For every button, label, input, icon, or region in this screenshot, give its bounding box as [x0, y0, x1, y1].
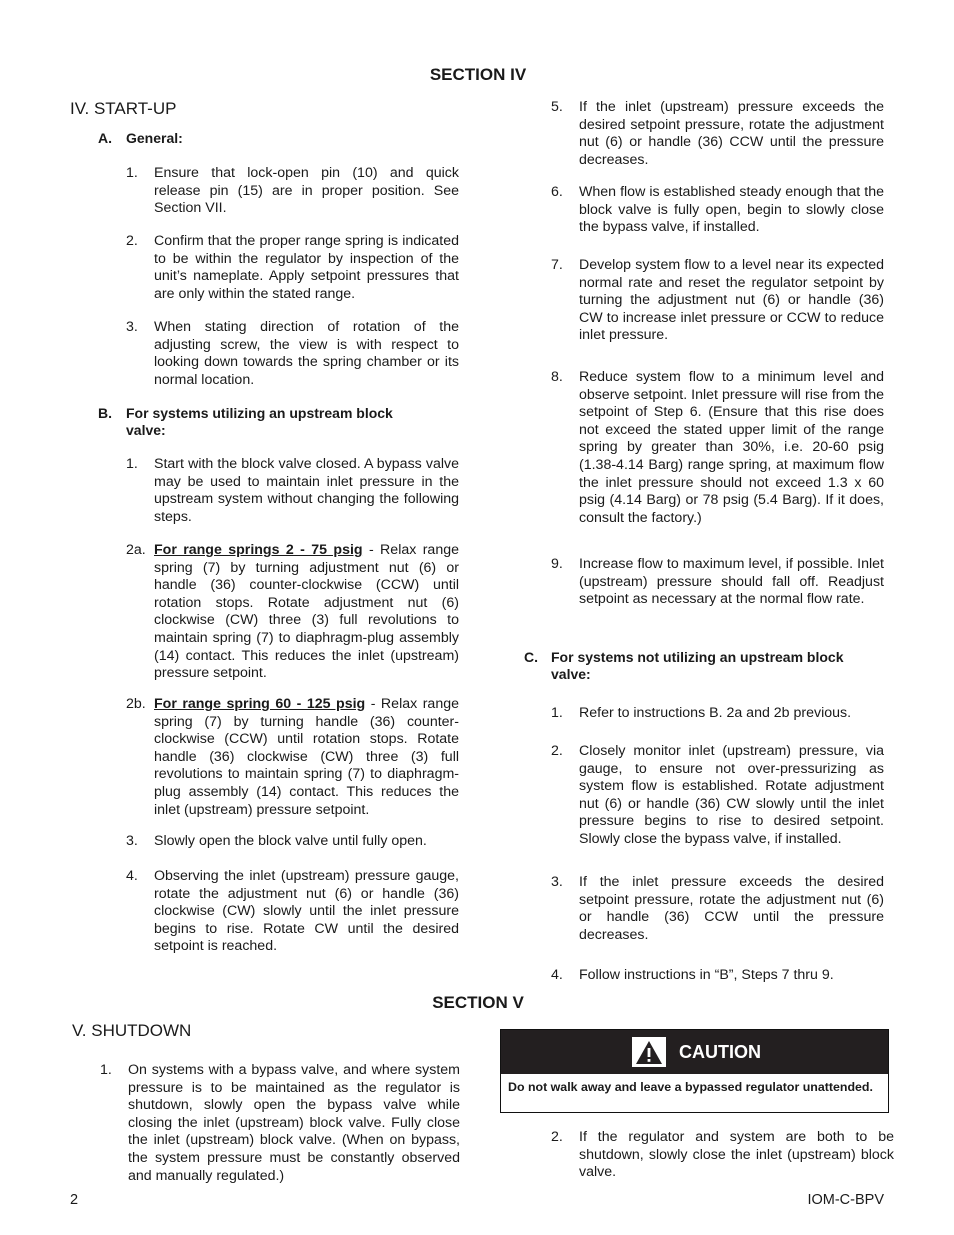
item-number: 3. — [551, 874, 563, 890]
item-text: Slowly open the block valve until fully open. — [154, 833, 427, 849]
item-text: Confirm that the proper range spring is indicated to be within the regulator by inspection of the unit’s nameplate. Apply setpoint pressures that are only within the stated range. — [154, 233, 459, 302]
subsection-b-title: For systems utilizing an upstream block valve: — [126, 405, 393, 438]
item-number: 5. — [551, 99, 563, 115]
subsection-b-label: B. — [98, 405, 112, 421]
item-text: - Relax range spring (7) by turning adjustment nut (6) or handle (36) counter-clockwise (CCW) until rotation stops. Rotate adjustment nut (6) clockwise (CW) three (3) full revolutions to maintain spring (7) to diaphragm-plug assembly (14) contact. This reduces the inlet (upstream) pressure setpoint. — [154, 542, 459, 682]
subsection-c-title: For systems not utilizing an upstream block valve: — [551, 649, 844, 682]
item-number: 1. — [126, 165, 138, 181]
item-text: Observing the inlet (upstream) pressure gauge, rotate the adjustment nut (6) or handle (36) clockwise (CW) slowly until the inlet pressure begins to rise. Rotate CW until the desired setpoint is reached. — [154, 868, 459, 955]
item-text: If the inlet pressure exceeds the desired setpoint pressure, rotate the adjustment nut (6) or handle (36) CCW until the pressure decreases. — [579, 874, 884, 943]
warning-icon-badge — [632, 1037, 666, 1067]
subsection-a-title: General: — [126, 130, 183, 146]
subsection-c-label: C. — [524, 649, 538, 665]
item-number: 1. — [126, 456, 138, 472]
item-text: Follow instructions in “B”, Steps 7 thru 9. — [579, 967, 834, 983]
item-text: Refer to instructions B. 2a and 2b previous. — [579, 705, 852, 721]
item-text: When flow is established steady enough that the block valve is fully open, begin to slowly close the bypass valve, if installed. — [579, 184, 884, 236]
item-number: 1. — [551, 705, 563, 721]
startup-heading: IV. START-UP — [70, 99, 177, 118]
item-text: Develop system flow to a level near its expected normal rate and reset the regulator setpoint by turning the adjustment nut (6) or handle (36) CW to increase inlet pressure or CCW to reduce inlet pressure. — [579, 257, 884, 344]
item-text: Reduce system flow to a minimum level and observe setpoint. Inlet pressure will rise from the setpoint of Step 6. (Ensure that this rise does not exceed the stated upper limit of the range spring by greater than 30%, i.e. 20-60 psig (1.38-4.14 Barg) range spring, at maximum flow the inlet pressure should not exceed 1.3 x 60 psig (4.14 Barg) or 78 psig (5.4 Barg). If it does, consult the factory.) — [579, 369, 884, 526]
section-iv-title: SECTION IV — [429, 65, 527, 84]
item-number: 2. — [126, 233, 138, 249]
item-number: 9. — [551, 556, 563, 572]
subsection-a-label: A. — [98, 130, 112, 146]
item-text: - Relax range spring (7) by turning handle (36) counter-clockwise (CCW) until rotation stops. Rotate handle (36) clockwise (CW) three (3) full revolutions to maintain spring (7) to diaphragm-plug assembly (14) contact. This reduces the inlet (upstream) pressure setpoint. — [154, 696, 459, 818]
item-number: 2a. — [126, 542, 146, 558]
caution-text: Do not walk away and leave a bypassed regulator unattended. — [508, 1080, 873, 1094]
item-text: Closely monitor inlet (upstream) pressure, via gauge, to ensure not over-pressurizing as system flow is established. Rotate adjustment nut (6) or handle (36) CW slowly until the inlet pressure begins to rise to desired setpoint. Slowly close the bypass valve, if installed. — [579, 743, 884, 847]
item-text: Increase flow to maximum level, if possible. Inlet (upstream) pressure should fall off. Readjust setpoint as necessary at the normal flow rate. — [579, 556, 884, 608]
item-lead: For range springs 2 - 75 psig — [154, 542, 363, 558]
item-number: 1. — [100, 1062, 112, 1078]
item-text: On systems with a bypass valve, and where system pressure is to be maintained as the regulator is shutdown, slowly open the bypass valve while closing the inlet (upstream) block valve. Fully close the inlet (upstream) block valve. (When on bypass, the system pressure must be constantly observed and manually regulated.) — [128, 1062, 460, 1184]
item-text: If the regulator and system are both to be shutdown, slowly close the inlet (upstream) block valve. — [579, 1129, 894, 1181]
item-number: 3. — [126, 833, 138, 849]
item-text: Ensure that lock-open pin (10) and quick release pin (15) are in proper position. See Section VII. — [154, 165, 459, 217]
caution-header — [501, 1030, 888, 1074]
item-number: 8. — [551, 369, 563, 385]
caution-box — [500, 1029, 889, 1113]
item-number: 6. — [551, 184, 563, 200]
page-number: 2 — [70, 1192, 79, 1208]
item-number: 2. — [551, 743, 563, 759]
document-id: IOM-C-BPV — [807, 1192, 884, 1208]
item-number: 7. — [551, 257, 563, 273]
item-number: 2. — [551, 1129, 563, 1145]
item-number: 4. — [126, 868, 138, 884]
caution-label: CAUTION — [679, 1042, 761, 1062]
item-text: If the inlet (upstream) pressure exceeds the desired setpoint pressure, rotate the adjustment nut (6) or handle (36) CCW until the pressure decreases. — [579, 99, 884, 168]
item-number: 4. — [551, 967, 563, 983]
shutdown-heading: V. SHUTDOWN — [72, 1021, 192, 1040]
item-text: When stating direction of rotation of the adjusting screw, the view is with respect to looking down towards the spring chamber or its normal location. — [154, 319, 459, 388]
item-number: 3. — [126, 319, 138, 335]
item-text: Start with the block valve closed. A bypass valve may be used to maintain inlet pressure in the upstream system without changing the following steps. — [154, 456, 459, 525]
section-v-title: SECTION V — [432, 993, 524, 1012]
item-number: 2b. — [126, 696, 146, 712]
item-lead: For range spring 60 - 125 psig — [154, 696, 366, 712]
warning-icon — [632, 1037, 666, 1067]
